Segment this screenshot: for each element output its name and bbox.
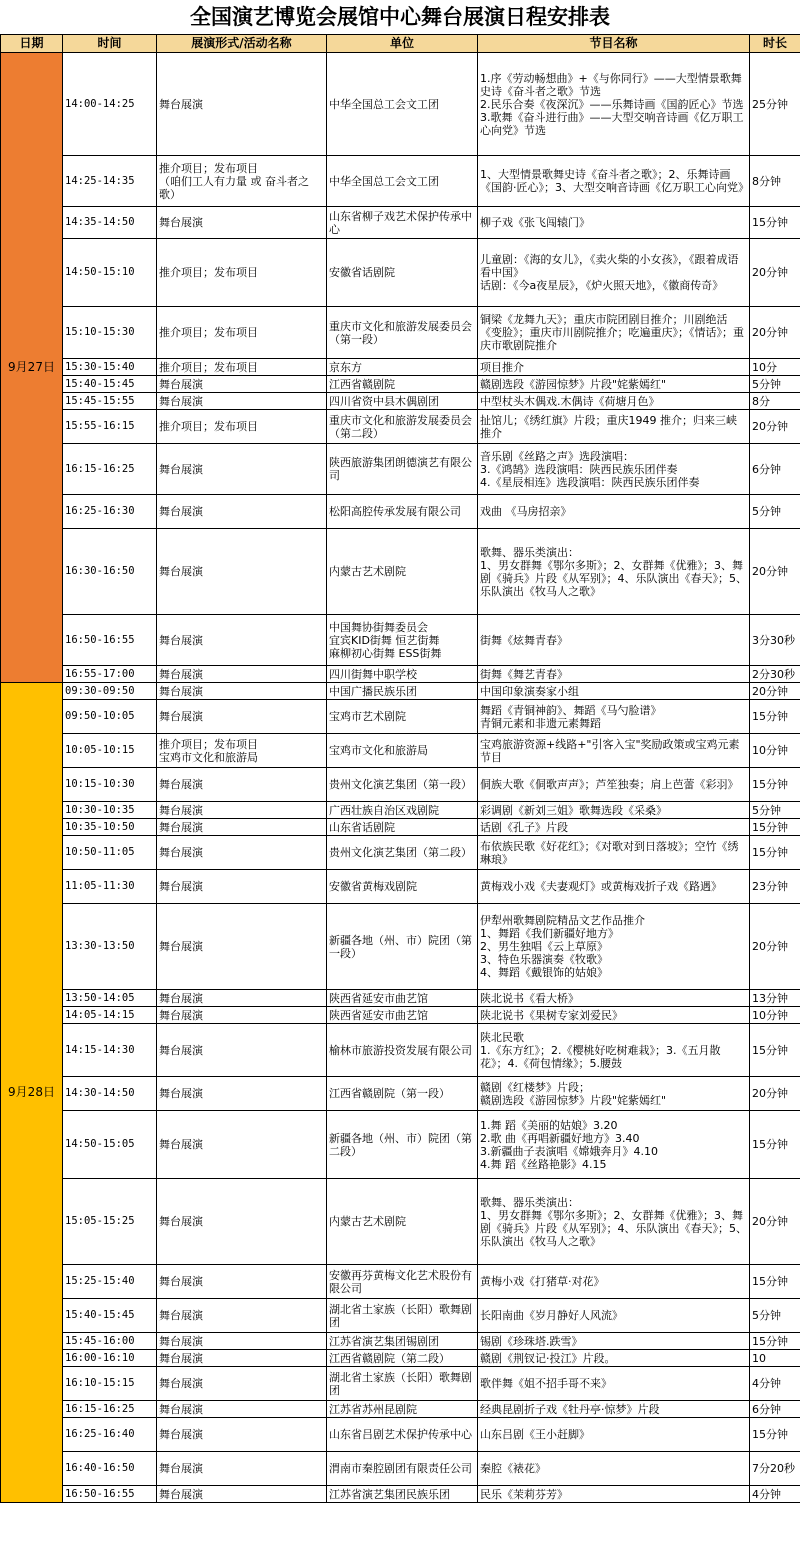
form-cell: 舞台展演 (157, 1265, 327, 1299)
program-cell: 山东吕剧《王小赶脚》 (478, 1418, 750, 1452)
form-cell: 推介项目；发布项目 (157, 410, 327, 444)
duration-cell: 20分钟 (750, 904, 800, 990)
time-cell: 14:00-14:25 (63, 53, 157, 156)
table-row (1, 1486, 800, 1503)
time-cell: 10:50-11:05 (63, 836, 157, 870)
form-cell: 舞台展演 (157, 700, 327, 734)
table-row (1, 376, 800, 393)
time-cell: 16:30-16:50 (63, 529, 157, 615)
unit-cell: 贵州文化演艺集团（第二段） (327, 836, 478, 870)
header-form: 展演形式/活动名称 (157, 35, 327, 53)
time-cell: 15:05-15:25 (63, 1179, 157, 1265)
program-cell: 黄梅小戏《打猪草·对花》 (478, 1265, 750, 1299)
table-row (1, 870, 800, 904)
duration-cell: 3分30秒 (750, 615, 800, 666)
duration-cell: 20分钟 (750, 1179, 800, 1265)
duration-cell: 20分钟 (750, 683, 800, 700)
duration-cell: 15分钟 (750, 700, 800, 734)
time-cell: 16:50-16:55 (63, 1486, 157, 1503)
time-cell: 14:15-14:30 (63, 1024, 157, 1077)
table-row (1, 836, 800, 870)
program-cell: 布依族民歌《好花红》；《对歌对到日落坡》；空竹《绣琳琅》 (478, 836, 750, 870)
time-cell: 16:00-16:10 (63, 1350, 157, 1367)
form-cell: 舞台展演 (157, 1333, 327, 1350)
duration-cell: 23分钟 (750, 870, 800, 904)
time-cell: 10:15-10:30 (63, 768, 157, 802)
unit-cell: 江西省赣剧院 (327, 376, 478, 393)
form-cell: 舞台展演 (157, 1486, 327, 1503)
program-cell: 舞蹈《青铜神韵》、舞蹈《马勺脸谱》 青铜元素和非遗元素舞蹈 (478, 700, 750, 734)
duration-cell: 25分钟 (750, 53, 800, 156)
table-row (1, 239, 800, 307)
program-cell: 歌舞、器乐类演出： 1、男女群舞《鄂尔多斯》；2、女群舞《优雅》；3、舞剧《骑兵》片段《从军别》；4、乐队演出《春天》；5、乐队演出《牧马人之歌》 (478, 529, 750, 615)
table-row (1, 307, 800, 359)
duration-cell: 13分钟 (750, 990, 800, 1007)
form-cell: 舞台展演 (157, 1007, 327, 1024)
table-row (1, 1007, 800, 1024)
form-cell: 推介项目；发布项目 (157, 239, 327, 307)
unit-cell: 湖北省土家族（长阳）歌舞剧团 (327, 1367, 478, 1401)
program-cell: 柳子戏《张飞闯辕门》 (478, 207, 750, 239)
table-row (1, 1401, 800, 1418)
time-cell: 14:50-15:05 (63, 1111, 157, 1179)
form-cell: 舞台展演 (157, 207, 327, 239)
duration-cell: 15分钟 (750, 1333, 800, 1350)
unit-cell: 宝鸡市文化和旅游局 (327, 734, 478, 768)
form-cell: 舞台展演 (157, 495, 327, 529)
unit-cell: 广西壮族自治区戏剧院 (327, 802, 478, 819)
form-cell: 推介项目；发布项目 宝鸡市文化和旅游局 (157, 734, 327, 768)
program-cell: 彩调剧《新刘三姐》歌舞选段《采桑》 (478, 802, 750, 819)
table-row (1, 666, 800, 683)
form-cell: 舞台展演 (157, 768, 327, 802)
table-row (1, 734, 800, 768)
unit-cell: 陕西省延安市曲艺馆 (327, 990, 478, 1007)
form-cell: 舞台展演 (157, 444, 327, 495)
program-cell: 戏曲 《马房招亲》 (478, 495, 750, 529)
date-cell: 9月28日 (1, 683, 63, 1503)
time-cell: 15:45-15:55 (63, 393, 157, 410)
schedule-body (1, 53, 800, 1503)
unit-cell: 安徽省话剧院 (327, 239, 478, 307)
form-cell: 舞台展演 (157, 529, 327, 615)
time-cell: 11:05-11:30 (63, 870, 157, 904)
time-cell: 10:35-10:50 (63, 819, 157, 836)
duration-cell: 15分钟 (750, 1418, 800, 1452)
table-row (1, 53, 800, 156)
table-row (1, 359, 800, 376)
table-row (1, 393, 800, 410)
form-cell: 推介项目；发布项目 (157, 359, 327, 376)
duration-cell: 10分 (750, 359, 800, 376)
form-cell: 舞台展演 (157, 802, 327, 819)
time-cell: 14:30-14:50 (63, 1077, 157, 1111)
duration-cell: 15分钟 (750, 836, 800, 870)
unit-cell: 中国舞协街舞委员会 宜宾KID街舞 恒艺街舞 麻柳初心街舞 ESS街舞 (327, 615, 478, 666)
unit-cell: 山东省话剧院 (327, 819, 478, 836)
program-cell: 1.序《劳动畅想曲》+《与你同行》——大型情景歌舞史诗《奋斗者之歌》节选 2.民乐合奏《夜深沉》——乐舞诗画《国韵匠心》节选 3.歌舞《奋斗进行曲》——大型交响音诗画《亿万职工心向党》节选 (478, 53, 750, 156)
table-row (1, 990, 800, 1007)
duration-cell: 20分钟 (750, 410, 800, 444)
time-cell: 15:10-15:30 (63, 307, 157, 359)
form-cell: 舞台展演 (157, 870, 327, 904)
unit-cell: 内蒙古艺术剧院 (327, 1179, 478, 1265)
program-cell: 锡剧《珍珠塔.跌雪》 (478, 1333, 750, 1350)
unit-cell: 山东省柳子戏艺术保护传承中心 (327, 207, 478, 239)
program-cell: 赣剧《红楼梦》片段； 赣剧选段《游园惊梦》片段"姹紫嫣红" (478, 1077, 750, 1111)
duration-cell: 10分钟 (750, 734, 800, 768)
time-cell: 10:05-10:15 (63, 734, 157, 768)
program-cell: 伊犁州歌舞剧院精品文艺作品推介 1、舞蹈《我们新疆好地方》 2、男生独唱《云上草原》 3、特色乐器演奏《牧歌》 4、舞蹈《戴银饰的姑娘》 (478, 904, 750, 990)
time-cell: 16:40-16:50 (63, 1452, 157, 1486)
form-cell: 舞台展演 (157, 1179, 327, 1265)
form-cell: 舞台展演 (157, 1401, 327, 1418)
duration-cell: 6分钟 (750, 444, 800, 495)
form-cell: 舞台展演 (157, 1367, 327, 1401)
program-cell: 街舞《炫舞青春》 (478, 615, 750, 666)
program-cell: 陕北说书《看大桥》 (478, 990, 750, 1007)
duration-cell: 2分30秒 (750, 666, 800, 683)
duration-cell: 4分钟 (750, 1367, 800, 1401)
time-cell: 09:30-09:50 (63, 683, 157, 700)
program-cell: 赣剧《荆钗记·投江》片段。 (478, 1350, 750, 1367)
program-cell: 经典昆剧折子戏《牡丹亭·惊梦》片段 (478, 1401, 750, 1418)
duration-cell: 5分钟 (750, 1299, 800, 1333)
time-cell: 16:10-15:15 (63, 1367, 157, 1401)
time-cell: 09:50-10:05 (63, 700, 157, 734)
time-cell: 15:30-15:40 (63, 359, 157, 376)
program-cell: 话剧《孔子》片段 (478, 819, 750, 836)
header-program: 节目名称 (478, 35, 750, 53)
form-cell: 舞台展演 (157, 1024, 327, 1077)
time-cell: 15:45-16:00 (63, 1333, 157, 1350)
table-row (1, 1111, 800, 1179)
duration-cell: 20分钟 (750, 239, 800, 307)
program-cell: 中国印象演奏家小组 (478, 683, 750, 700)
program-cell: 铜梁《龙舞九天》；重庆市院团剧目推介；川剧绝活《变脸》；重庆市川剧院推介；吃遍重庆》；《情话》；重庆市歌剧院推介 (478, 307, 750, 359)
duration-cell: 15分钟 (750, 768, 800, 802)
header-date: 日期 (1, 35, 63, 53)
unit-cell: 安徽再芬黄梅文化艺术股份有限公司 (327, 1265, 478, 1299)
time-cell: 16:25-16:30 (63, 495, 157, 529)
duration-cell: 5分钟 (750, 802, 800, 819)
duration-cell: 20分钟 (750, 307, 800, 359)
form-cell: 舞台展演 (157, 1077, 327, 1111)
program-cell: 陕北民歌 1.《东方红》；2.《樱桃好吃树难栽》；3.《五月散花》；4.《荷包情缘》；5.腰鼓 (478, 1024, 750, 1077)
time-cell: 10:30-10:35 (63, 802, 157, 819)
duration-cell: 4分钟 (750, 1486, 800, 1503)
program-cell: 音乐剧《丝路之声》选段演唱： 3.《鸿鹄》选段演唱：陕西民族乐团伴奏 4.《星辰相连》选段演唱：陕西民族乐团伴奏 (478, 444, 750, 495)
unit-cell: 陕西省延安市曲艺馆 (327, 1007, 478, 1024)
duration-cell: 10分钟 (750, 1007, 800, 1024)
table-row (1, 1350, 800, 1367)
program-cell: 街舞《舞艺青春》 (478, 666, 750, 683)
unit-cell: 江西省赣剧院（第一段） (327, 1077, 478, 1111)
table-row (1, 1418, 800, 1452)
program-cell: 秦腔《裱花》 (478, 1452, 750, 1486)
time-cell: 16:15-16:25 (63, 1401, 157, 1418)
form-cell: 舞台展演 (157, 1350, 327, 1367)
table-row (1, 683, 800, 700)
table-row (1, 904, 800, 990)
header-time: 时间 (63, 35, 157, 53)
table-row (1, 802, 800, 819)
form-cell: 舞台展演 (157, 1452, 327, 1486)
unit-cell: 江西省赣剧院（第二段） (327, 1350, 478, 1367)
table-row (1, 700, 800, 734)
header-row (1, 35, 800, 53)
table-row (1, 1024, 800, 1077)
duration-cell: 15分钟 (750, 207, 800, 239)
time-cell: 15:55-16:15 (63, 410, 157, 444)
form-cell: 推介项目；发布项目 （咱们工人有力量 或 奋斗者之歌） (157, 156, 327, 207)
program-cell: 中型杖头木偶戏.木偶诗《荷塘月色》 (478, 393, 750, 410)
table-row (1, 444, 800, 495)
unit-cell: 四川街舞中职学校 (327, 666, 478, 683)
program-cell: 歌舞、器乐类演出： 1、男女群舞《鄂尔多斯》；2、女群舞《优雅》；3、舞剧《骑兵》片段《从军别》；4、乐队演出《春天》；5、乐队演出《牧马人之歌》 (478, 1179, 750, 1265)
duration-cell: 5分钟 (750, 495, 800, 529)
date-cell: 9月27日 (1, 53, 63, 683)
unit-cell: 中国广播民族乐团 (327, 683, 478, 700)
program-cell: 歌伴舞《姐不招手哥不来》 (478, 1367, 750, 1401)
program-cell: 黄梅戏小戏《夫妻观灯》或黄梅戏折子戏《路遇》 (478, 870, 750, 904)
unit-cell: 重庆市文化和旅游发展委员会（第二段） (327, 410, 478, 444)
duration-cell: 15分钟 (750, 1024, 800, 1077)
table-row (1, 207, 800, 239)
form-cell: 舞台展演 (157, 1418, 327, 1452)
table-row (1, 156, 800, 207)
form-cell: 推介项目；发布项目 (157, 307, 327, 359)
form-cell: 舞台展演 (157, 376, 327, 393)
unit-cell: 贵州文化演艺集团（第一段） (327, 768, 478, 802)
form-cell: 舞台展演 (157, 393, 327, 410)
table-row (1, 1333, 800, 1350)
duration-cell: 20分钟 (750, 529, 800, 615)
time-cell: 14:25-14:35 (63, 156, 157, 207)
time-cell: 16:55-17:00 (63, 666, 157, 683)
form-cell: 舞台展演 (157, 1111, 327, 1179)
form-cell: 舞台展演 (157, 666, 327, 683)
form-cell: 舞台展演 (157, 819, 327, 836)
unit-cell: 湖北省土家族（长阳）歌舞剧团 (327, 1299, 478, 1333)
table-row (1, 1299, 800, 1333)
program-cell: 赣剧选段《游园惊梦》片段"姹紫嫣红" (478, 376, 750, 393)
unit-cell: 山东省吕剧艺术保护传承中心 (327, 1418, 478, 1452)
time-cell: 15:40-15:45 (63, 376, 157, 393)
form-cell: 舞台展演 (157, 615, 327, 666)
table-row (1, 1179, 800, 1265)
unit-cell: 松阳高腔传承发展有限公司 (327, 495, 478, 529)
table-row (1, 615, 800, 666)
program-cell: 扯馆儿；《绣红旗》片段；重庆1949 推介；归来三峡 推介 (478, 410, 750, 444)
table-row (1, 529, 800, 615)
program-cell: 儿童剧：《海的女儿》，《卖火柴的小女孩》，《跟着成语看中国》 话剧：《今a夜星辰》，《炉火照天地》，《徽商传奇》 (478, 239, 750, 307)
form-cell: 舞台展演 (157, 53, 327, 156)
unit-cell: 内蒙古艺术剧院 (327, 529, 478, 615)
time-cell: 15:25-15:40 (63, 1265, 157, 1299)
unit-cell: 重庆市文化和旅游发展委员会（第一段） (327, 307, 478, 359)
program-cell: 陕北说书《果树专家刘爱民》 (478, 1007, 750, 1024)
header-duration: 时长 (750, 35, 800, 53)
time-cell: 16:15-16:25 (63, 444, 157, 495)
duration-cell: 15分钟 (750, 1111, 800, 1179)
table-row (1, 1452, 800, 1486)
time-cell: 14:50-15:10 (63, 239, 157, 307)
table-row (1, 819, 800, 836)
program-cell: 宝鸡旅游资源+线路+"引客入宝"奖励政策或宝鸡元素节目 (478, 734, 750, 768)
schedule-table (0, 34, 800, 1503)
form-cell: 舞台展演 (157, 836, 327, 870)
unit-cell: 中华全国总工会文工团 (327, 156, 478, 207)
program-cell: 长阳南曲《岁月静好人风流》 (478, 1299, 750, 1333)
unit-cell: 榆林市旅游投资发展有限公司 (327, 1024, 478, 1077)
duration-cell: 6分钟 (750, 1401, 800, 1418)
unit-cell: 新疆各地（州、市）院团（第一段） (327, 904, 478, 990)
table-row (1, 1367, 800, 1401)
program-cell: 侗族大歌《侗歌声声》；芦笙独奏；肩上芭蕾《彩羽》 (478, 768, 750, 802)
duration-cell: 8分 (750, 393, 800, 410)
program-cell: 民乐《茉莉芬芳》 (478, 1486, 750, 1503)
unit-cell: 江苏省苏州昆剧院 (327, 1401, 478, 1418)
unit-cell: 中华全国总工会文工团 (327, 53, 478, 156)
table-row (1, 1077, 800, 1111)
header-unit: 单位 (327, 35, 478, 53)
unit-cell: 京东方 (327, 359, 478, 376)
form-cell: 舞台展演 (157, 683, 327, 700)
unit-cell: 陕西旅游集团朗德演艺有限公司 (327, 444, 478, 495)
duration-cell: 5分钟 (750, 376, 800, 393)
duration-cell: 20分钟 (750, 1077, 800, 1111)
time-cell: 15:40-15:45 (63, 1299, 157, 1333)
program-cell: 1、大型情景歌舞史诗《奋斗者之歌》；2、乐舞诗画《国韵·匠心》；3、大型交响音诗画《亿万职工心向党》 (478, 156, 750, 207)
time-cell: 14:35-14:50 (63, 207, 157, 239)
duration-cell: 10 (750, 1350, 800, 1367)
program-cell: 项目推介 (478, 359, 750, 376)
unit-cell: 安徽省黄梅戏剧院 (327, 870, 478, 904)
table-row (1, 1265, 800, 1299)
unit-cell: 新疆各地（州、市）院团（第二段） (327, 1111, 478, 1179)
duration-cell: 7分20秒 (750, 1452, 800, 1486)
time-cell: 16:25-16:40 (63, 1418, 157, 1452)
unit-cell: 四川省资中县木偶剧团 (327, 393, 478, 410)
form-cell: 舞台展演 (157, 1299, 327, 1333)
unit-cell: 江苏省演艺集团民族乐团 (327, 1486, 478, 1503)
time-cell: 16:50-16:55 (63, 615, 157, 666)
table-row (1, 768, 800, 802)
time-cell: 14:05-14:15 (63, 1007, 157, 1024)
program-cell: 1.舞 蹈《美丽的姑娘》3.20 2.歌 曲《再唱新疆好地方》3.40 3.新疆曲子表演唱《嫦娥奔月》4.10 4.舞 蹈《丝路艳影》4.15 (478, 1111, 750, 1179)
unit-cell: 宝鸡市艺术剧院 (327, 700, 478, 734)
time-cell: 13:50-14:05 (63, 990, 157, 1007)
form-cell: 舞台展演 (157, 904, 327, 990)
table-row (1, 495, 800, 529)
duration-cell: 8分钟 (750, 156, 800, 207)
page-title: 全国演艺博览会展馆中心舞台展演日程安排表 (190, 4, 610, 29)
duration-cell: 15分钟 (750, 1265, 800, 1299)
time-cell: 13:30-13:50 (63, 904, 157, 990)
form-cell: 舞台展演 (157, 990, 327, 1007)
table-row (1, 410, 800, 444)
unit-cell: 渭南市秦腔剧团有限责任公司 (327, 1452, 478, 1486)
unit-cell: 江苏省演艺集团锡剧团 (327, 1333, 478, 1350)
duration-cell: 15分钟 (750, 819, 800, 836)
